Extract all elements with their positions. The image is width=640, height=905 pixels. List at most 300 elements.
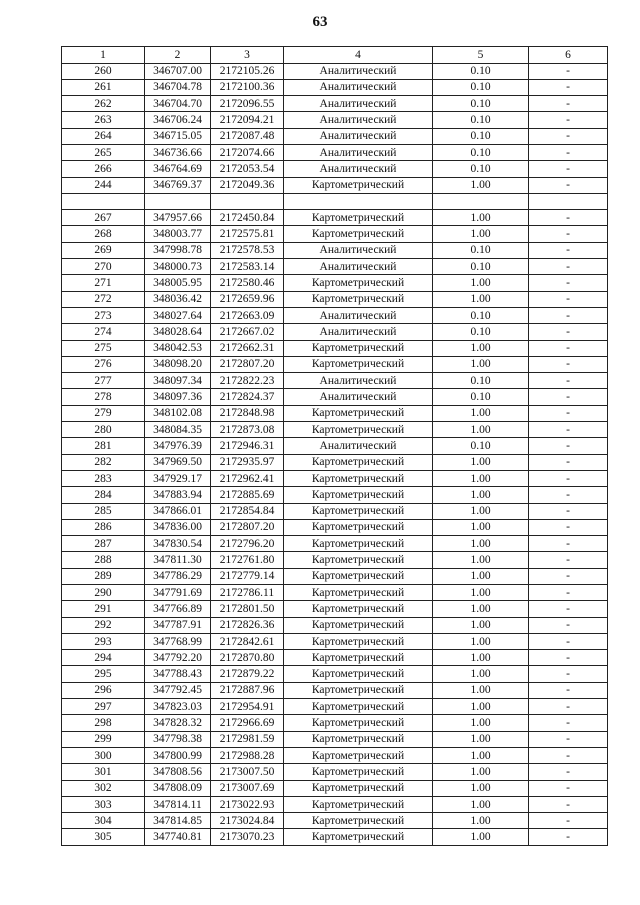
empty-cell <box>145 193 211 209</box>
table-row <box>62 503 608 519</box>
description-cell: - <box>529 633 608 649</box>
y-coordinate-cell: 2172879.22 <box>211 666 284 682</box>
y-coordinate-cell: 2172842.61 <box>211 633 284 649</box>
column-header-number: 1 <box>62 47 145 64</box>
accuracy-cell: 0.10 <box>433 79 529 95</box>
x-coordinate-cell: 348084.35 <box>145 422 211 438</box>
accuracy-cell: 1.00 <box>433 682 529 698</box>
description-cell: - <box>529 454 608 470</box>
x-coordinate-cell: 347998.78 <box>145 242 211 258</box>
x-coordinate-cell: 346707.00 <box>145 63 211 79</box>
accuracy-cell: 0.10 <box>433 242 529 258</box>
table-row <box>62 715 608 731</box>
point-number-cell: 296 <box>62 682 145 698</box>
method-cell: Аналитический <box>284 324 433 340</box>
accuracy-cell: 1.00 <box>433 585 529 601</box>
x-coordinate-cell: 347866.01 <box>145 503 211 519</box>
accuracy-cell: 1.00 <box>433 568 529 584</box>
method-cell: Картометрический <box>284 210 433 226</box>
table-row <box>62 144 608 160</box>
method-cell: Картометрический <box>284 780 433 796</box>
x-coordinate-cell: 347740.81 <box>145 829 211 845</box>
y-coordinate-cell: 2172822.23 <box>211 373 284 389</box>
method-cell: Картометрический <box>284 356 433 372</box>
table-row <box>62 650 608 666</box>
point-number-cell: 281 <box>62 438 145 454</box>
accuracy-cell: 1.00 <box>433 747 529 763</box>
description-cell: - <box>529 161 608 177</box>
empty-cell <box>433 193 529 209</box>
description-cell: - <box>529 291 608 307</box>
description-cell: - <box>529 275 608 291</box>
y-coordinate-cell: 2172583.14 <box>211 259 284 275</box>
point-number-cell: 300 <box>62 747 145 763</box>
method-cell: Картометрический <box>284 731 433 747</box>
accuracy-cell: 0.10 <box>433 389 529 405</box>
method-cell: Аналитический <box>284 161 433 177</box>
x-coordinate-cell: 346736.66 <box>145 144 211 160</box>
method-cell: Картометрический <box>284 699 433 715</box>
point-number-cell: 267 <box>62 210 145 226</box>
x-coordinate-cell: 347808.09 <box>145 780 211 796</box>
description-cell: - <box>529 601 608 617</box>
description-cell: - <box>529 144 608 160</box>
accuracy-cell: 0.10 <box>433 259 529 275</box>
table-row <box>62 829 608 845</box>
table-row <box>62 796 608 812</box>
y-coordinate-cell: 2172870.80 <box>211 650 284 666</box>
method-cell: Картометрический <box>284 650 433 666</box>
y-coordinate-cell: 2172096.55 <box>211 96 284 112</box>
description-cell: - <box>529 470 608 486</box>
table-row <box>62 438 608 454</box>
y-coordinate-cell: 2173007.69 <box>211 780 284 796</box>
x-coordinate-cell: 347792.20 <box>145 650 211 666</box>
point-number-cell: 260 <box>62 63 145 79</box>
point-number-cell: 276 <box>62 356 145 372</box>
point-number-cell: 298 <box>62 715 145 731</box>
method-cell: Картометрический <box>284 177 433 193</box>
y-coordinate-cell: 2172074.66 <box>211 144 284 160</box>
x-coordinate-cell: 348005.95 <box>145 275 211 291</box>
method-cell: Картометрический <box>284 536 433 552</box>
y-coordinate-cell: 2172786.11 <box>211 585 284 601</box>
y-coordinate-cell: 2172580.46 <box>211 275 284 291</box>
description-cell: - <box>529 780 608 796</box>
y-coordinate-cell: 2173024.84 <box>211 813 284 829</box>
point-number-cell: 261 <box>62 79 145 95</box>
description-cell: - <box>529 519 608 535</box>
point-number-cell: 287 <box>62 536 145 552</box>
accuracy-cell: 1.00 <box>433 356 529 372</box>
method-cell: Картометрический <box>284 552 433 568</box>
x-coordinate-cell: 347768.99 <box>145 633 211 649</box>
accuracy-cell: 1.00 <box>433 422 529 438</box>
accuracy-cell: 1.00 <box>433 699 529 715</box>
y-coordinate-cell: 2172887.96 <box>211 682 284 698</box>
accuracy-cell: 0.10 <box>433 63 529 79</box>
x-coordinate-cell: 347836.00 <box>145 519 211 535</box>
method-cell: Картометрический <box>284 829 433 845</box>
description-cell: - <box>529 796 608 812</box>
accuracy-cell: 1.00 <box>433 275 529 291</box>
method-cell: Картометрический <box>284 601 433 617</box>
method-cell: Картометрический <box>284 715 433 731</box>
point-number-cell: 285 <box>62 503 145 519</box>
table-row <box>62 422 608 438</box>
accuracy-cell: 1.00 <box>433 536 529 552</box>
y-coordinate-cell: 2172049.36 <box>211 177 284 193</box>
y-coordinate-cell: 2172946.31 <box>211 438 284 454</box>
point-number-cell: 265 <box>62 144 145 160</box>
point-number-cell: 264 <box>62 128 145 144</box>
y-coordinate-cell: 2172854.84 <box>211 503 284 519</box>
x-coordinate-cell: 347830.54 <box>145 536 211 552</box>
table-row <box>62 226 608 242</box>
y-coordinate-cell: 2172962.41 <box>211 470 284 486</box>
y-coordinate-cell: 2172450.84 <box>211 210 284 226</box>
method-cell: Картометрический <box>284 340 433 356</box>
accuracy-cell: 1.00 <box>433 503 529 519</box>
accuracy-cell: 1.00 <box>433 666 529 682</box>
x-coordinate-cell: 348102.08 <box>145 405 211 421</box>
empty-cell <box>529 193 608 209</box>
accuracy-cell: 1.00 <box>433 829 529 845</box>
x-coordinate-cell: 348003.77 <box>145 226 211 242</box>
accuracy-cell: 1.00 <box>433 405 529 421</box>
table-row <box>62 470 608 486</box>
point-number-cell: 262 <box>62 96 145 112</box>
point-number-cell: 305 <box>62 829 145 845</box>
method-cell: Картометрический <box>284 633 433 649</box>
description-cell: - <box>529 666 608 682</box>
x-coordinate-cell: 347798.38 <box>145 731 211 747</box>
description-cell: - <box>529 63 608 79</box>
description-cell: - <box>529 699 608 715</box>
accuracy-cell: 0.10 <box>433 373 529 389</box>
accuracy-cell: 1.00 <box>433 715 529 731</box>
method-cell: Картометрический <box>284 503 433 519</box>
accuracy-cell: 0.10 <box>433 128 529 144</box>
description-cell: - <box>529 682 608 698</box>
x-coordinate-cell: 348000.73 <box>145 259 211 275</box>
description-cell: - <box>529 568 608 584</box>
table-row <box>62 275 608 291</box>
table-row <box>62 487 608 503</box>
accuracy-cell: 1.00 <box>433 340 529 356</box>
method-cell: Аналитический <box>284 307 433 323</box>
description-cell: - <box>529 96 608 112</box>
description-cell: - <box>529 552 608 568</box>
point-number-cell: 297 <box>62 699 145 715</box>
y-coordinate-cell: 2172935.97 <box>211 454 284 470</box>
x-coordinate-cell: 348097.34 <box>145 373 211 389</box>
accuracy-cell: 1.00 <box>433 226 529 242</box>
accuracy-cell: 1.00 <box>433 601 529 617</box>
description-cell: - <box>529 324 608 340</box>
y-coordinate-cell: 2172981.59 <box>211 731 284 747</box>
point-number-cell: 272 <box>62 291 145 307</box>
table-row <box>62 340 608 356</box>
point-number-cell: 299 <box>62 731 145 747</box>
table-body <box>62 63 608 845</box>
method-cell: Картометрический <box>284 405 433 421</box>
method-cell: Картометрический <box>284 585 433 601</box>
accuracy-cell: 0.10 <box>433 438 529 454</box>
x-coordinate-cell: 346704.78 <box>145 79 211 95</box>
table-row <box>62 731 608 747</box>
accuracy-cell: 0.10 <box>433 144 529 160</box>
description-cell: - <box>529 405 608 421</box>
description-cell: - <box>529 128 608 144</box>
accuracy-cell: 1.00 <box>433 291 529 307</box>
method-cell: Аналитический <box>284 96 433 112</box>
point-number-cell: 289 <box>62 568 145 584</box>
point-number-cell: 295 <box>62 666 145 682</box>
table-row <box>62 79 608 95</box>
accuracy-cell: 1.00 <box>433 731 529 747</box>
accuracy-cell: 1.00 <box>433 796 529 812</box>
table-row <box>62 63 608 79</box>
y-coordinate-cell: 2172826.36 <box>211 617 284 633</box>
x-coordinate-cell: 347976.39 <box>145 438 211 454</box>
table-row <box>62 242 608 258</box>
table-row <box>62 210 608 226</box>
point-number-cell: 266 <box>62 161 145 177</box>
point-number-cell: 269 <box>62 242 145 258</box>
contour-separator-row <box>62 193 608 209</box>
method-cell: Картометрический <box>284 487 433 503</box>
description-cell: - <box>529 373 608 389</box>
x-coordinate-cell: 347800.99 <box>145 747 211 763</box>
method-cell: Аналитический <box>284 63 433 79</box>
point-number-cell: 290 <box>62 585 145 601</box>
table-row <box>62 682 608 698</box>
description-cell: - <box>529 422 608 438</box>
x-coordinate-cell: 346704.70 <box>145 96 211 112</box>
accuracy-cell: 0.10 <box>433 324 529 340</box>
description-cell: - <box>529 210 608 226</box>
x-coordinate-cell: 346706.24 <box>145 112 211 128</box>
y-coordinate-cell: 2172053.54 <box>211 161 284 177</box>
table-row <box>62 307 608 323</box>
table-row <box>62 552 608 568</box>
accuracy-cell: 1.00 <box>433 519 529 535</box>
table-row <box>62 112 608 128</box>
point-number-cell: 303 <box>62 796 145 812</box>
method-cell: Картометрический <box>284 568 433 584</box>
point-number-cell: 278 <box>62 389 145 405</box>
point-number-cell: 274 <box>62 324 145 340</box>
table-row <box>62 699 608 715</box>
point-number-cell: 288 <box>62 552 145 568</box>
table-row <box>62 747 608 763</box>
column-header-description: 6 <box>529 47 608 64</box>
point-number-cell: 270 <box>62 259 145 275</box>
point-number-cell: 271 <box>62 275 145 291</box>
method-cell: Аналитический <box>284 259 433 275</box>
x-coordinate-cell: 346769.37 <box>145 177 211 193</box>
point-number-cell: 279 <box>62 405 145 421</box>
table-row <box>62 568 608 584</box>
method-cell: Аналитический <box>284 242 433 258</box>
description-cell: - <box>529 177 608 193</box>
method-cell: Картометрический <box>284 617 433 633</box>
y-coordinate-cell: 2172807.20 <box>211 356 284 372</box>
description-cell: - <box>529 438 608 454</box>
accuracy-cell: 1.00 <box>433 633 529 649</box>
description-cell: - <box>529 307 608 323</box>
y-coordinate-cell: 2172796.20 <box>211 536 284 552</box>
point-number-cell: 268 <box>62 226 145 242</box>
accuracy-cell: 0.10 <box>433 307 529 323</box>
table-row <box>62 519 608 535</box>
point-number-cell: 283 <box>62 470 145 486</box>
column-header-y: 3 <box>211 47 284 64</box>
x-coordinate-cell: 346715.05 <box>145 128 211 144</box>
x-coordinate-cell: 347792.45 <box>145 682 211 698</box>
table-row <box>62 373 608 389</box>
x-coordinate-cell: 347791.69 <box>145 585 211 601</box>
empty-cell <box>211 193 284 209</box>
table-row <box>62 96 608 112</box>
table-row <box>62 585 608 601</box>
x-coordinate-cell: 347969.50 <box>145 454 211 470</box>
x-coordinate-cell: 348098.20 <box>145 356 211 372</box>
y-coordinate-cell: 2172885.69 <box>211 487 284 503</box>
table-row <box>62 389 608 405</box>
point-number-cell: 273 <box>62 307 145 323</box>
description-cell: - <box>529 259 608 275</box>
method-cell: Аналитический <box>284 144 433 160</box>
point-number-cell: 301 <box>62 764 145 780</box>
y-coordinate-cell: 2173070.23 <box>211 829 284 845</box>
description-cell: - <box>529 242 608 258</box>
y-coordinate-cell: 2173007.50 <box>211 764 284 780</box>
y-coordinate-cell: 2172824.37 <box>211 389 284 405</box>
y-coordinate-cell: 2173022.93 <box>211 796 284 812</box>
table-row <box>62 454 608 470</box>
point-number-cell: 292 <box>62 617 145 633</box>
table-row <box>62 324 608 340</box>
table-row <box>62 291 608 307</box>
point-number-cell: 284 <box>62 487 145 503</box>
x-coordinate-cell: 348042.53 <box>145 340 211 356</box>
method-cell: Картометрический <box>284 226 433 242</box>
y-coordinate-cell: 2172966.69 <box>211 715 284 731</box>
accuracy-cell: 0.10 <box>433 161 529 177</box>
header-row <box>62 47 608 64</box>
point-number-cell: 277 <box>62 373 145 389</box>
column-header-x: 2 <box>145 47 211 64</box>
method-cell: Аналитический <box>284 438 433 454</box>
point-number-cell: 275 <box>62 340 145 356</box>
method-cell: Аналитический <box>284 79 433 95</box>
method-cell: Картометрический <box>284 422 433 438</box>
accuracy-cell: 1.00 <box>433 487 529 503</box>
table-row <box>62 813 608 829</box>
empty-cell <box>284 193 433 209</box>
x-coordinate-cell: 347957.66 <box>145 210 211 226</box>
page-number: 63 <box>312 14 328 30</box>
y-coordinate-cell: 2172662.31 <box>211 340 284 356</box>
method-cell: Картометрический <box>284 813 433 829</box>
y-coordinate-cell: 2172779.14 <box>211 568 284 584</box>
method-cell: Картометрический <box>284 519 433 535</box>
table-row <box>62 617 608 633</box>
point-number-cell: 293 <box>62 633 145 649</box>
description-cell: - <box>529 813 608 829</box>
y-coordinate-cell: 2172873.08 <box>211 422 284 438</box>
column-header-accuracy: 5 <box>433 47 529 64</box>
point-number-cell: 282 <box>62 454 145 470</box>
accuracy-cell: 0.10 <box>433 96 529 112</box>
description-cell: - <box>529 747 608 763</box>
y-coordinate-cell: 2172578.53 <box>211 242 284 258</box>
description-cell: - <box>529 226 608 242</box>
accuracy-cell: 1.00 <box>433 552 529 568</box>
point-number-cell: 294 <box>62 650 145 666</box>
description-cell: - <box>529 731 608 747</box>
x-coordinate-cell: 348027.64 <box>145 307 211 323</box>
x-coordinate-cell: 347787.91 <box>145 617 211 633</box>
x-coordinate-cell: 347808.56 <box>145 764 211 780</box>
point-number-cell: 291 <box>62 601 145 617</box>
table-row <box>62 259 608 275</box>
description-cell: - <box>529 617 608 633</box>
point-number-cell: 263 <box>62 112 145 128</box>
point-number-cell: 280 <box>62 422 145 438</box>
description-cell: - <box>529 536 608 552</box>
method-cell: Картометрический <box>284 682 433 698</box>
accuracy-cell: 1.00 <box>433 650 529 666</box>
method-cell: Картометрический <box>284 470 433 486</box>
x-coordinate-cell: 348028.64 <box>145 324 211 340</box>
table-row <box>62 356 608 372</box>
y-coordinate-cell: 2172954.91 <box>211 699 284 715</box>
x-coordinate-cell: 347929.17 <box>145 470 211 486</box>
x-coordinate-cell: 348036.42 <box>145 291 211 307</box>
table-row <box>62 633 608 649</box>
x-coordinate-cell: 347828.32 <box>145 715 211 731</box>
method-cell: Картометрический <box>284 796 433 812</box>
accuracy-cell: 1.00 <box>433 454 529 470</box>
accuracy-cell: 1.00 <box>433 764 529 780</box>
y-coordinate-cell: 2172100.36 <box>211 79 284 95</box>
method-cell: Картометрический <box>284 666 433 682</box>
method-cell: Картометрический <box>284 747 433 763</box>
coordinates-table <box>61 46 608 846</box>
description-cell: - <box>529 715 608 731</box>
y-coordinate-cell: 2172105.26 <box>211 63 284 79</box>
method-cell: Картометрический <box>284 275 433 291</box>
accuracy-cell: 0.10 <box>433 112 529 128</box>
point-number-cell: 302 <box>62 780 145 796</box>
table-row <box>62 128 608 144</box>
y-coordinate-cell: 2172761.80 <box>211 552 284 568</box>
accuracy-cell: 1.00 <box>433 617 529 633</box>
description-cell: - <box>529 829 608 845</box>
accuracy-cell: 1.00 <box>433 177 529 193</box>
accuracy-cell: 1.00 <box>433 470 529 486</box>
y-coordinate-cell: 2172801.50 <box>211 601 284 617</box>
y-coordinate-cell: 2172575.81 <box>211 226 284 242</box>
table-row <box>62 601 608 617</box>
x-coordinate-cell: 347823.03 <box>145 699 211 715</box>
y-coordinate-cell: 2172807.20 <box>211 519 284 535</box>
method-cell: Аналитический <box>284 373 433 389</box>
column-header-method: 4 <box>284 47 433 64</box>
